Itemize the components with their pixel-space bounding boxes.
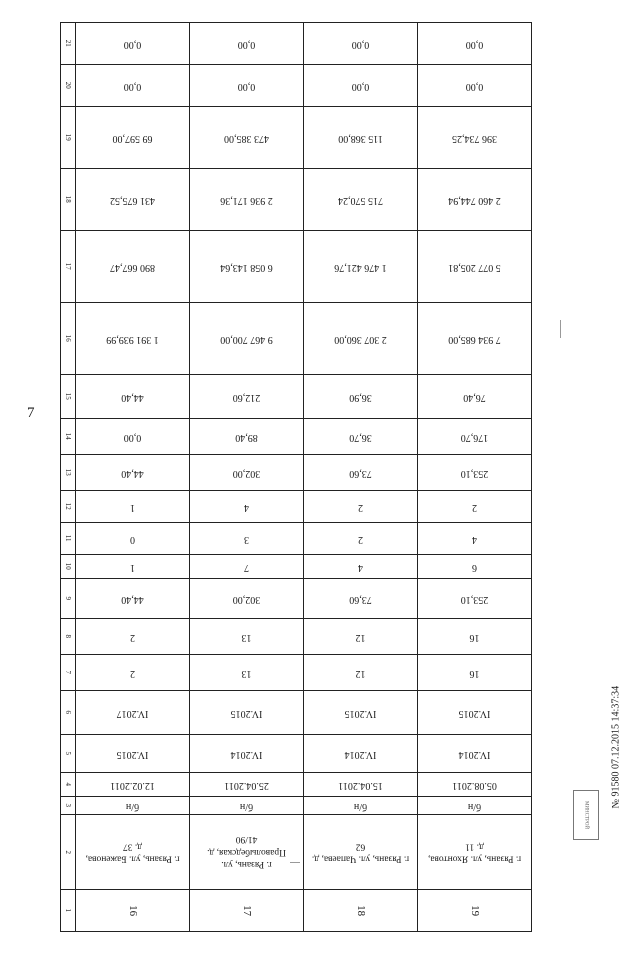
value-cell [190,579,304,619]
cell-value: 15.04.2011 [338,779,383,791]
value-cell [304,23,418,65]
value-cell [304,523,418,555]
value-cell [418,797,532,815]
cell-value: 212,60 [232,391,261,403]
value-cell [418,523,532,555]
value-cell [190,691,304,735]
column-number: 8 [64,634,73,639]
cell-value: 2 [130,631,135,643]
table-row [61,890,532,932]
column-number: 10 [64,562,73,570]
row-id: 16 [127,905,140,916]
cell-value: 1 391 939,99 [106,333,159,345]
cell-value: IV.2014 [458,748,491,760]
cell-value: 12.02.2011 [110,779,155,791]
column-number: 19 [64,133,73,141]
cell-value: 89,40 [235,431,258,443]
cell-value: 3 [244,533,249,545]
cell-value: IV.2015 [230,707,263,719]
value-cell [190,655,304,691]
table-row [61,735,532,773]
cell-value: 13 [241,631,252,643]
value-cell [190,231,304,303]
value-cell [304,655,418,691]
cell-value: 0,00 [237,38,256,50]
cell-value: 44,40 [121,391,144,403]
cell-value: 2 [358,501,363,513]
cell-value: 115 368,00 [338,132,383,144]
cell-value: 73,60 [349,467,372,479]
cell-value: 0,00 [123,38,142,50]
row-id: 17 [241,905,254,916]
column-number: 16 [64,334,73,342]
row-id-cell [190,890,304,932]
value-cell [304,555,418,579]
value-cell [190,303,304,375]
value-cell [76,375,190,419]
cell-value: 16 [469,667,480,679]
cell-value: 4 [244,501,249,513]
table-row [61,419,532,455]
column-number-cell [61,65,76,107]
column-number-cell [61,619,76,655]
scan-mark [560,320,561,338]
column-number: 18 [64,195,73,203]
value-cell [190,735,304,773]
value-cell [304,455,418,491]
cell-value: 396 734,25 [452,132,497,144]
value-cell [418,691,532,735]
registration-stamp [606,548,626,838]
column-number: 2 [64,850,73,854]
value-cell [76,691,190,735]
cell-value: 9 467 700,00 [220,333,273,345]
cell-value: 6 058 143,64 [220,261,273,273]
column-number-cell [61,655,76,691]
cell-value: 12 [355,667,366,679]
cell-value: 44,40 [121,593,144,605]
table-row [61,107,532,169]
cell-value: 473 385,00 [224,132,269,144]
value-cell [76,735,190,773]
cell-value: IV.2017 [116,707,149,719]
value-cell [190,107,304,169]
address: г. Рязань, ул. Праволыбедская, д. 41/90 [207,834,286,870]
value-cell [418,169,532,231]
value-cell [304,375,418,419]
column-number: 7 [64,670,73,675]
cell-value: 5 077 205,81 [448,261,501,273]
table-row [61,619,532,655]
column-number-cell [61,303,76,375]
cell-value: 176,70 [460,431,489,443]
table-row [61,23,532,65]
value-cell [190,375,304,419]
row-id-cell [418,890,532,932]
column-number-cell [61,797,76,815]
address: г. Рязань, ул. Чапаева, д. 62 [311,841,410,864]
column-number: 17 [64,262,73,270]
value-cell [304,169,418,231]
value-cell [76,169,190,231]
cell-value: IV.2015 [344,707,377,719]
cell-value: 302,00 [232,593,261,605]
cell-value: 2 936 171,36 [220,194,273,206]
page-number: 7 [27,405,35,421]
cell-value: 890 667,47 [110,261,155,273]
column-number: 20 [64,81,73,89]
cell-value: 0,00 [351,38,370,50]
column-number: 21 [64,39,73,47]
cell-value: 0,00 [237,80,256,92]
scan-mark [290,862,300,863]
table-row [61,303,532,375]
value-cell [304,579,418,619]
cell-value: 0,00 [123,431,142,443]
value-cell [304,773,418,797]
value-cell [304,491,418,523]
value-cell [76,655,190,691]
table-row [61,169,532,231]
value-cell [418,231,532,303]
stamp-text: № 91580 07.12.2015 14:37:34 [610,685,622,809]
table-row [61,231,532,303]
value-cell [76,773,190,797]
value-cell [190,555,304,579]
column-number-cell [61,169,76,231]
row-id-cell [76,890,190,932]
column-number: 14 [64,432,73,440]
cell-value: 7 934 685,00 [448,333,501,345]
value-cell [418,619,532,655]
logo: МИНСТРОЙ [573,790,599,840]
value-cell [304,691,418,735]
column-number-cell [61,890,76,932]
column-number: 6 [64,710,73,715]
table-row [61,555,532,579]
column-number: 12 [64,502,73,510]
cell-value: IV.2015 [116,748,149,760]
cell-value: б/н [239,800,254,812]
cell-value: 36,90 [349,391,372,403]
cell-value: 44,40 [121,467,144,479]
value-cell [76,419,190,455]
column-number-cell [61,773,76,797]
value-cell [190,619,304,655]
column-number: 1 [64,908,73,913]
row-id-cell [304,890,418,932]
table-row [61,797,532,815]
cell-value: 302,00 [232,467,261,479]
value-cell [304,303,418,375]
value-cell [76,619,190,655]
cell-value: 0,00 [351,80,370,92]
cell-value: 36,70 [349,431,372,443]
value-cell [418,491,532,523]
cell-value: 2 [358,533,363,545]
value-cell [304,419,418,455]
value-cell [190,523,304,555]
cell-value: 431 675,52 [110,194,155,206]
value-cell [418,107,532,169]
column-number: 15 [64,392,73,400]
value-cell [418,579,532,619]
value-cell [76,23,190,65]
value-cell [190,491,304,523]
table-row [61,65,532,107]
cell-value: 1 476 421,76 [334,261,387,273]
value-cell [418,655,532,691]
row-id: 19 [469,905,482,916]
value-cell [76,491,190,523]
data-table [60,22,532,916]
cell-value: б/н [353,800,368,812]
value-cell [418,735,532,773]
value-cell [418,455,532,491]
cell-value: 1 [130,561,135,573]
value-cell [418,65,532,107]
value-cell [76,231,190,303]
cell-value: 16 [469,631,480,643]
column-number: 4 [64,782,73,787]
column-number-cell [61,107,76,169]
value-cell [418,419,532,455]
cell-value: 253,10 [460,593,489,605]
column-number-cell [61,455,76,491]
column-number-cell [61,691,76,735]
table-row [61,579,532,619]
address: г. Рязань, ул. Баженова, д. 37 [85,841,180,864]
cell-value: 12 [355,631,366,643]
cell-value: 6 [472,561,477,573]
value-cell [418,773,532,797]
cell-value: 253,10 [460,467,489,479]
value-cell [304,107,418,169]
value-cell [418,23,532,65]
value-cell [418,555,532,579]
column-number-cell [61,419,76,455]
table-row [61,773,532,797]
column-number-cell [61,555,76,579]
value-cell [76,65,190,107]
value-cell [76,797,190,815]
value-cell [190,23,304,65]
column-number: 5 [64,751,73,756]
value-cell [76,303,190,375]
cell-value: IV.2014 [230,748,263,760]
value-cell [190,169,304,231]
column-number-cell [61,491,76,523]
column-number: 9 [64,596,73,601]
cell-value: 73,60 [349,593,372,605]
cell-value: 4 [358,561,363,573]
cell-value: 25.04.2011 [224,779,269,791]
column-number-cell [61,735,76,773]
cell-value: 0,00 [465,80,484,92]
cell-value: 2 460 744,94 [448,194,501,206]
value-cell [304,797,418,815]
value-cell [190,65,304,107]
value-cell [304,619,418,655]
value-cell [418,375,532,419]
value-cell [76,107,190,169]
cell-value: 2 [130,667,135,679]
cell-value: 0,00 [465,38,484,50]
value-cell [304,735,418,773]
cell-value: IV.2015 [458,707,491,719]
cell-value: б/н [467,800,482,812]
cell-value: 7 [244,561,249,573]
cell-value: 2 [472,501,477,513]
column-number: 11 [64,535,73,542]
cell-value: б/н [125,800,140,812]
value-cell [190,455,304,491]
value-cell [76,579,190,619]
value-cell [76,523,190,555]
value-cell [304,231,418,303]
column-number-cell [61,815,76,890]
column-number: 13 [64,468,73,476]
cell-value: 2 307 360,00 [334,333,387,345]
value-cell [418,303,532,375]
address: г. Рязань, ул. Яхонтова, д. 11 [427,841,522,864]
cell-value: 4 [472,533,477,545]
cell-value: 1 [130,501,135,513]
cell-value: 0,00 [123,80,142,92]
column-number-cell [61,579,76,619]
column-number-cell [61,23,76,65]
column-number-cell [61,375,76,419]
table-row [61,491,532,523]
table-row [61,691,532,735]
value-cell [190,797,304,815]
table-row [61,523,532,555]
table-row [61,655,532,691]
table-row [61,375,532,419]
cell-value: IV.2014 [344,748,377,760]
cell-value: 13 [241,667,252,679]
cell-value: 05.08.2011 [452,779,497,791]
value-cell [190,419,304,455]
row-id: 18 [355,905,368,916]
value-cell [76,455,190,491]
value-cell [304,65,418,107]
column-number-cell [61,523,76,555]
cell-value: 69 597,00 [112,132,153,144]
column-number-cell [61,231,76,303]
cell-value: 76,40 [463,391,486,403]
cell-value: 715 570,24 [338,194,383,206]
value-cell [76,555,190,579]
column-number: 3 [64,803,73,808]
cell-value: 0 [130,533,135,545]
value-cell [190,773,304,797]
table-row [61,455,532,491]
